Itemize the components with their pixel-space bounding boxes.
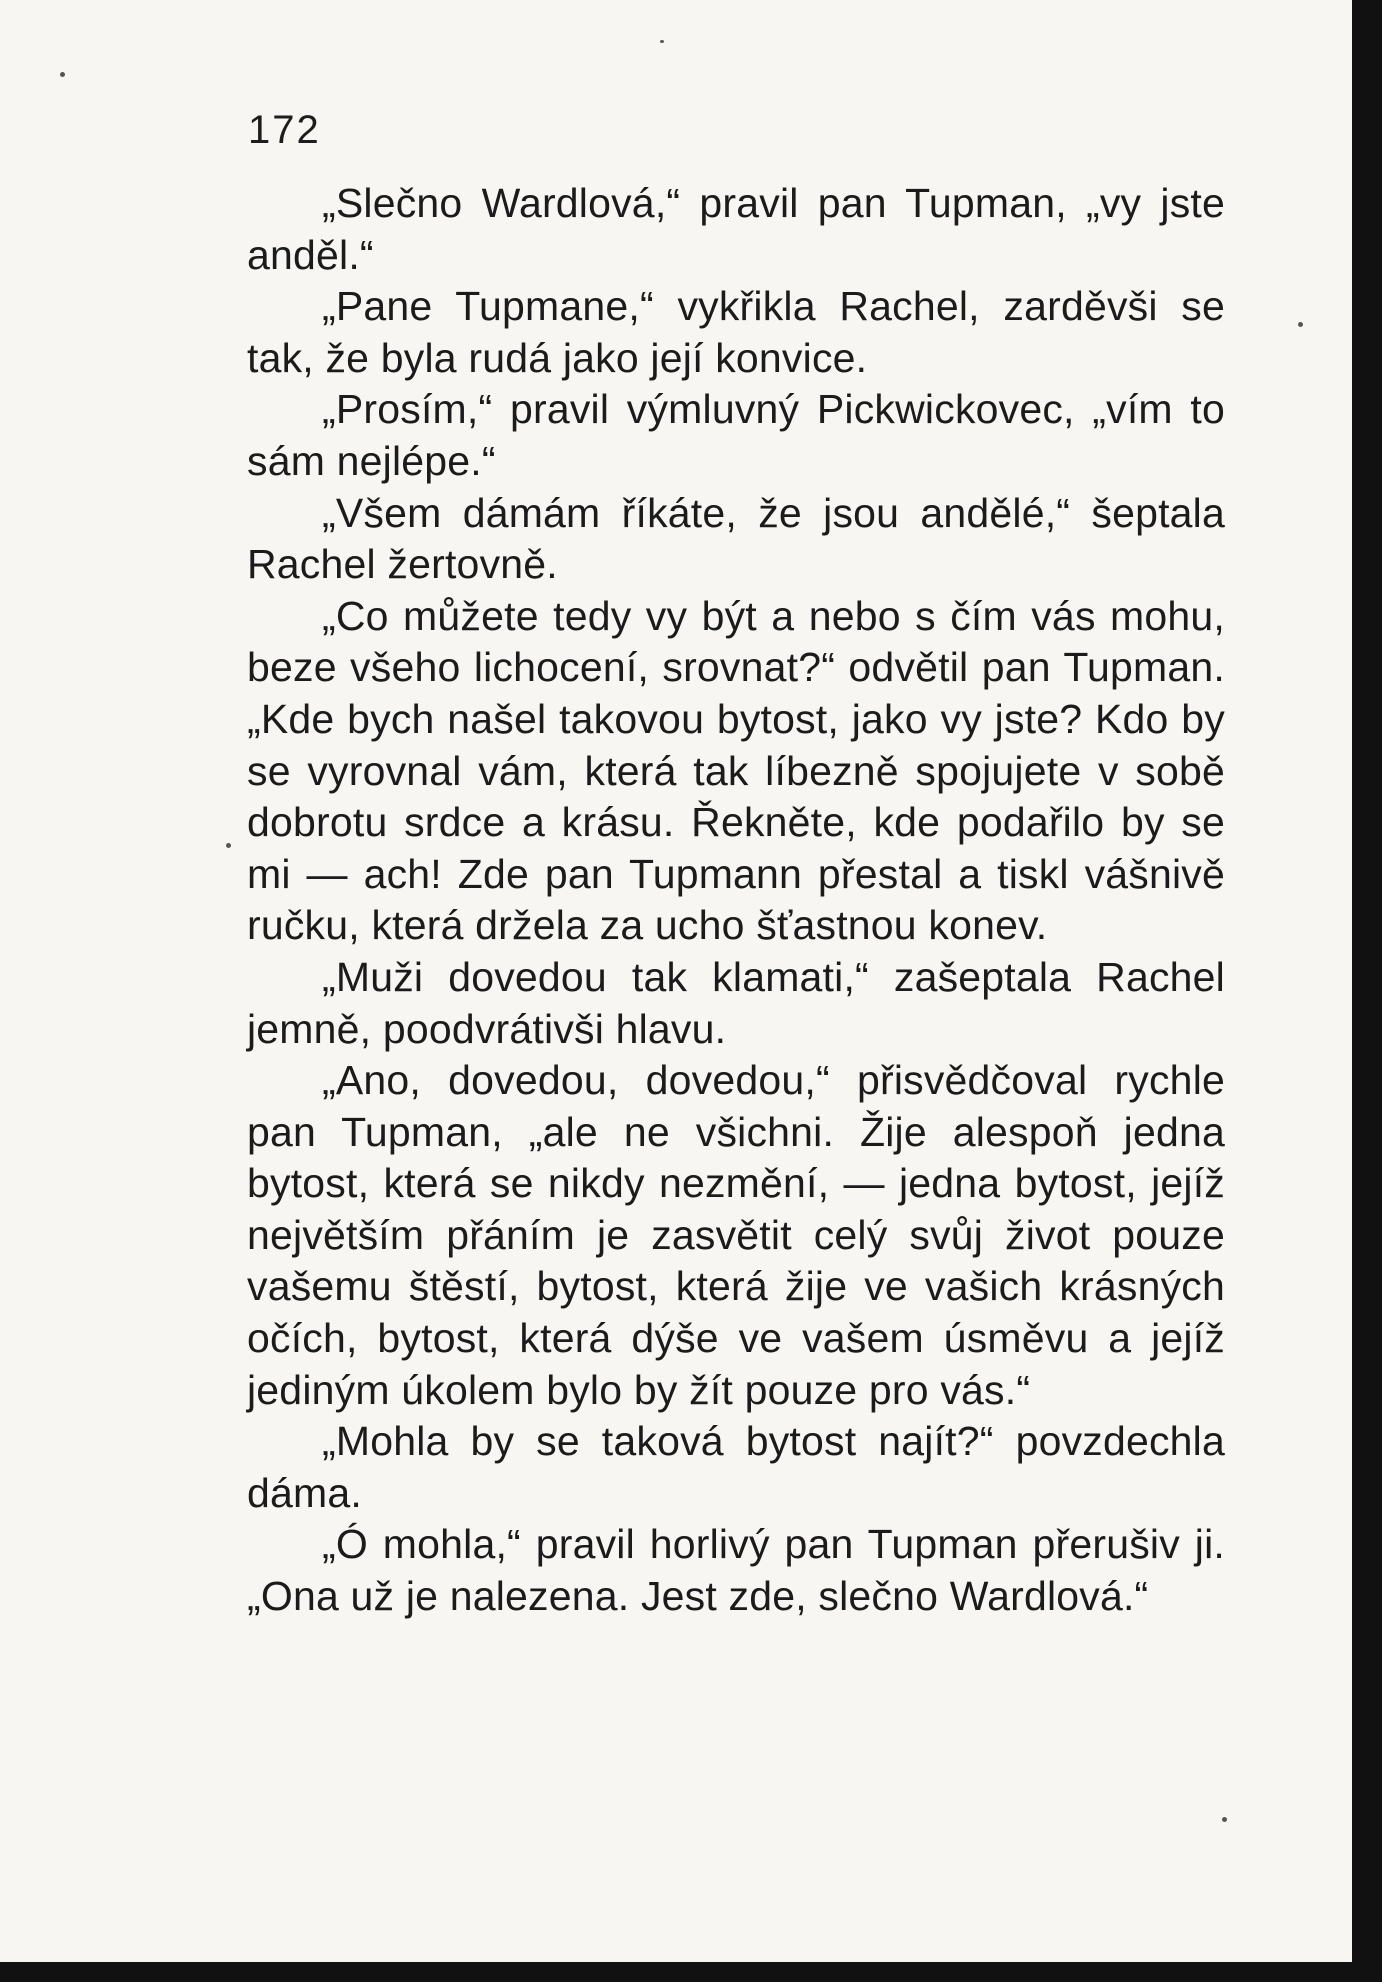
page-number: 172 xyxy=(248,108,321,152)
print-speck xyxy=(226,843,231,848)
paragraph: „Co můžete tedy vy být a nebo s čím vás mohu, beze všeho lichocení, srovnat?“ odvětil pan Tupman. „Kde bych našel takovou bytost, jako vy jste? Kdo by se vyrovnal vám, která tak líbezně spojujete v sobě dobrotu srdce a krásu. Řekněte, kde podařilo by se mi — ach! Zde pan Tupmann přestal a tiskl vášnivě ručku, která držela za ucho šťastnou konev. xyxy=(247,592,1225,949)
paragraph: „Muži dovedou tak klamati,“ zašeptala Rachel jemně, poodvrátivši hlavu. xyxy=(247,953,1225,1052)
paragraph: „Pane Tupmane,“ vykřikla Rachel, zarděvši se tak, že byla rudá jako její konvice. xyxy=(247,283,1225,381)
paragraph: „Všem dámám říkáte, že jsou andělé,“ šeptala Rachel žertovně. xyxy=(247,489,1225,588)
paragraph: „Mohla by se taková bytost najít?“ povzdechla dáma. xyxy=(247,1418,1225,1516)
print-speck xyxy=(660,40,664,43)
print-speck xyxy=(1222,1817,1227,1822)
print-speck xyxy=(1298,322,1303,327)
paragraph: „Ano, dovedou, dovedou,“ přisvědčoval rychle pan Tupman, „ale ne všichni. Žije alespoň jedna bytost, která se nikdy nezmění, — jedna bytost, jejíž největším přáním je zasvětit celý svůj život pouze vašemu štěstí, bytost, která žije ve vašich krásných očích, bytost, která dýše ve vašem úsměvu a jejíž jediným úkolem bylo by žít pouze pro vás.“ xyxy=(247,1057,1225,1413)
body-text xyxy=(247,178,1225,1623)
paragraph: „Ó mohla,“ pravil horlivý pan Tupman přerušiv ji. „Ona už je nalezena. Jest zde, slečno Wardlová.“ xyxy=(247,1521,1225,1620)
print-speck xyxy=(60,72,65,77)
paragraph: „Slečno Wardlová,“ pravil pan Tupman, „vy jste anděl.“ xyxy=(247,180,1225,278)
paragraph: „Prosím,“ pravil výmluvný Pickwickovec, „vím to sám nejlépe.“ xyxy=(247,386,1225,484)
